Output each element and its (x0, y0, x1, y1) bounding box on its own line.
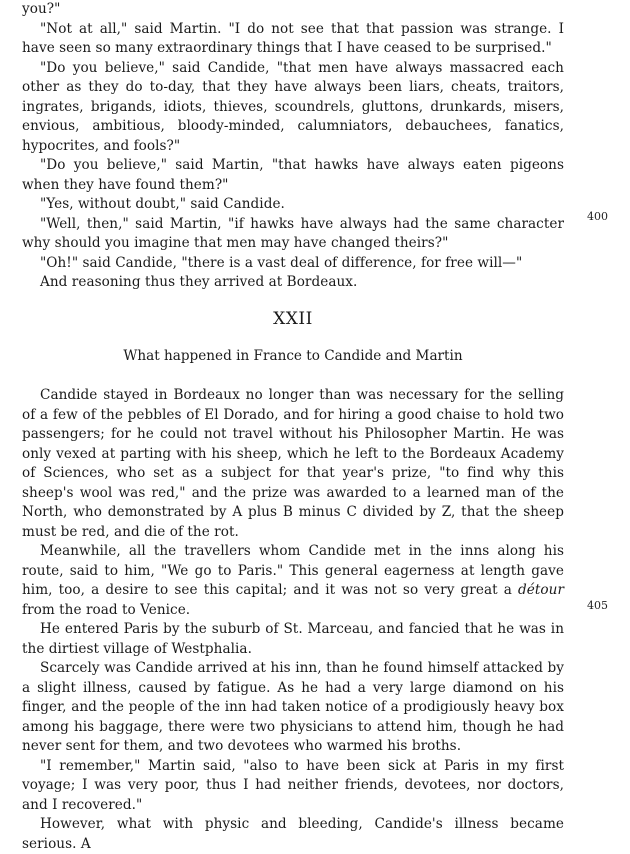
paragraph: "I remember," Martin said, "also to have been sick at Paris in my first voyage; I was very poor, thus I had neither friends, devotees, nor doctors, and I recovered." (22, 757, 564, 813)
paragraph: "Yes, without doubt," said Candide. (40, 196, 285, 212)
paragraph: "Oh!" said Candide, "there is a vast deal of difference, for free will—" (40, 254, 523, 271)
paragraph-text: Meanwhile, all the travellers whom Candide met in the inns along his route, said to him, "We go to Paris." This general eagerness at length gave him, too, a desire to see this capital; and it was not so very great a (22, 543, 564, 598)
paragraph: He entered Paris by the suburb of St. Marceau, and fancied that he was in the dirtiest village of Westphalia. (22, 621, 564, 657)
chapter-title: What happened in France to Candide and Martin (123, 347, 463, 364)
line-number: 405 (587, 599, 608, 612)
italic-word: détour (518, 582, 564, 598)
paragraph: However, what with physic and bleeding, Candide's illness became serious. A (22, 816, 564, 852)
paragraph: "Well, then," said Martin, "if hawks have always had the same character why should you imagine that men may have changed theirs?" (22, 215, 564, 251)
paragraph: Scarcely was Candide arrived at his inn, than he found himself attacked by a slight illness, caused by fatigue. As he had a very large diamond on his finger, and the people of the inn had taken notice of a prodigiously heavy box among his baggage, there were two physicians to attend him, though he had never sent for them, and two devotees who warmed his broths. (22, 660, 564, 754)
paragraph: you?" (22, 1, 61, 17)
paragraph: "Do you believe," said Candide, "that men have always massacred each other as they do to-day, that they have always been liars, cheats, traitors, ingrates, brigands, idiots, thieves, scoundrels, gluttons, drunkards, misers, envious, ambitious, bloody-minded, calumniators, debauchees, fanatics, hypocrites, and fools?" (22, 59, 564, 154)
line-number: 400 (587, 210, 608, 223)
text-column (22, 0, 564, 854)
paragraph: "Not at all," said Martin. "I do not see that that passion was strange. I have seen so many extraordinary things that I have ceased to be surprised." (22, 20, 564, 56)
paragraph: Candide stayed in Bordeaux no longer than was necessary for the selling of a few of the pebbles of El Dorado, and for hiring a good chaise to hold two passengers; for he could not travel without his Philosopher Martin. He was only vexed at parting with his sheep, which he left to the Bordeaux Academy of Sciences, who set as a subject for that year's prize, "to find why this sheep's wool was red," and the prize was awarded to a learned man of the North, who demonstrated by A plus B minus C divided by Z, that the sheep must be red, and die of the rot. (22, 387, 564, 540)
paragraph: "Do you believe," said Martin, "that hawks have always eaten pigeons when they have found them?" (22, 157, 564, 193)
paragraph (22, 542, 564, 620)
paragraph-text: from the road to Venice. (22, 601, 191, 618)
chapter-number: XXII (273, 308, 313, 329)
paragraph: And reasoning thus they arrived at Bordeaux. (40, 274, 358, 290)
